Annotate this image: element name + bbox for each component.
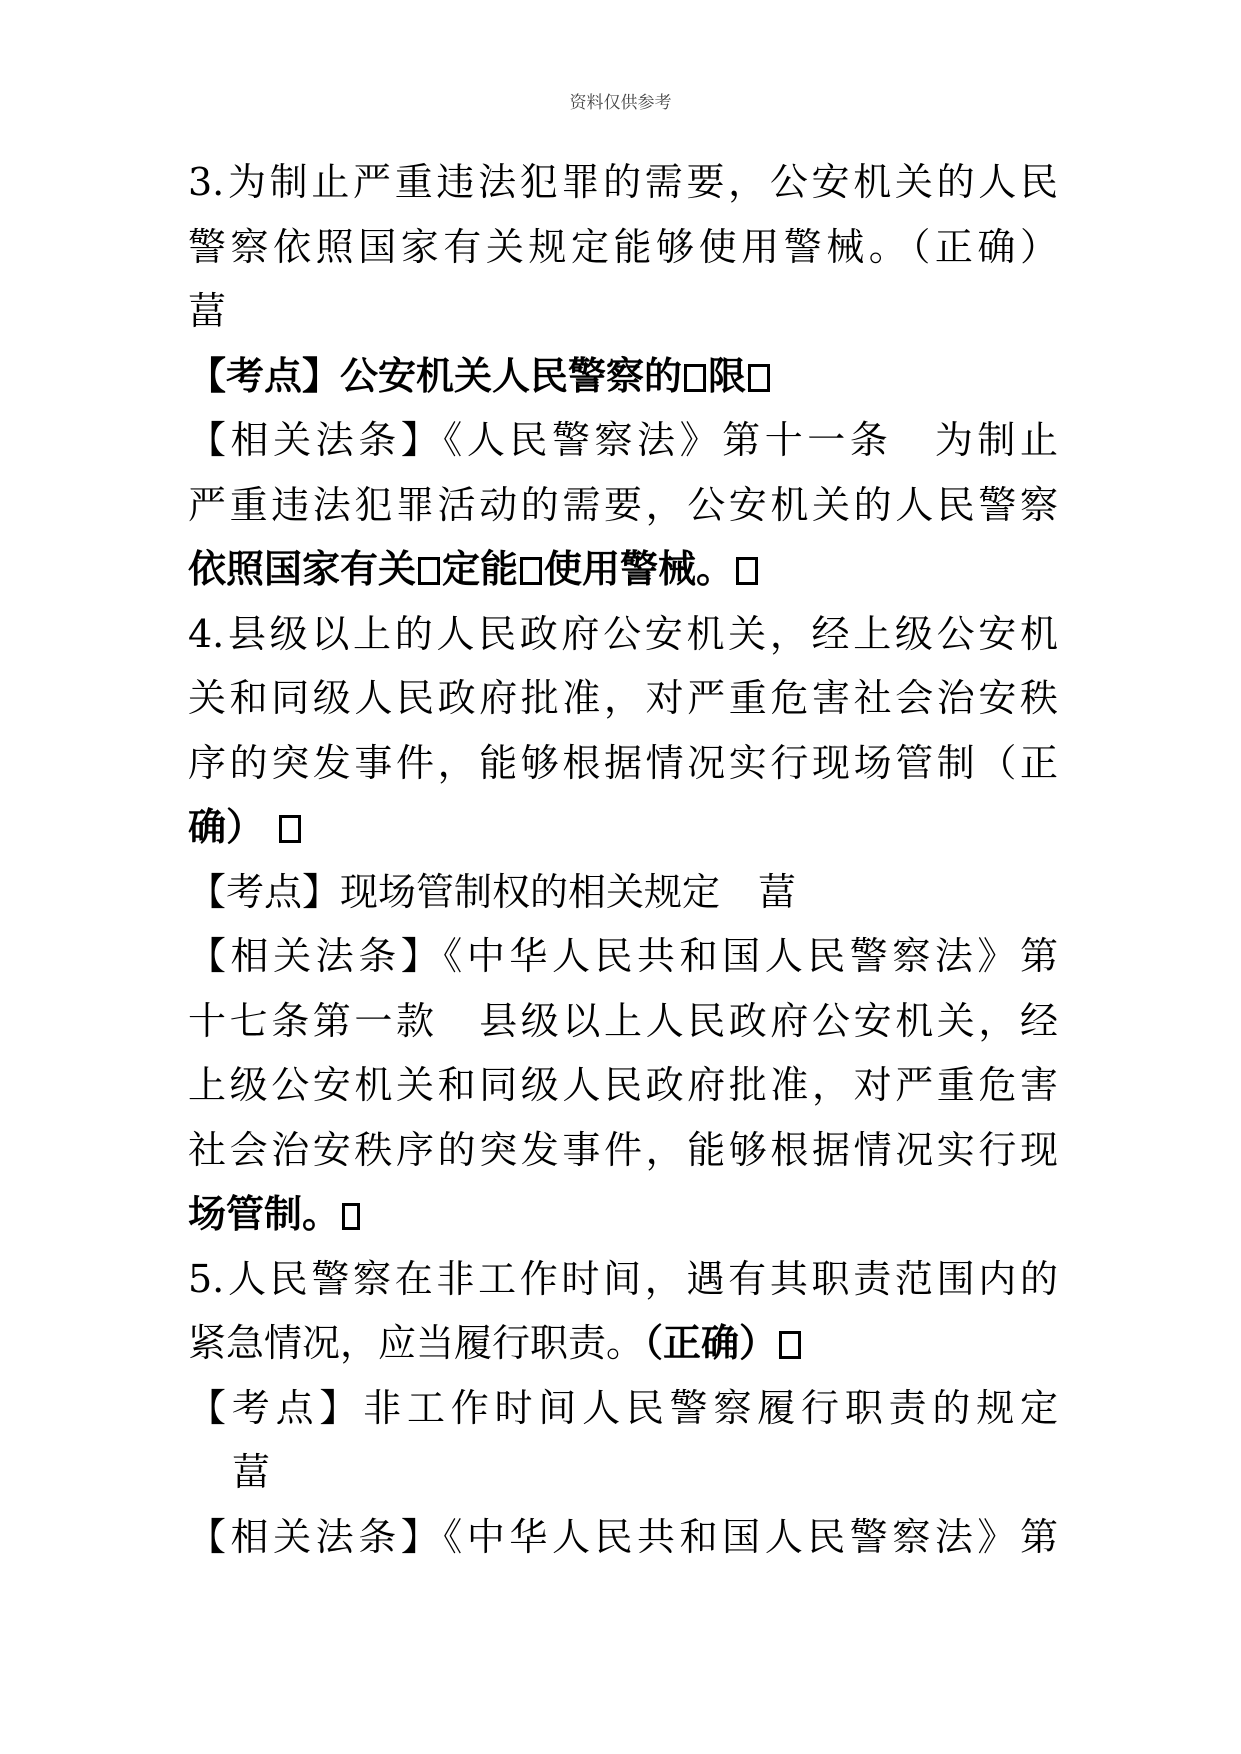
text-segment: 依照国家有关 bbox=[188, 547, 417, 591]
text-line: 【相关法条】《中华人民共和国人民警察法》第 bbox=[188, 1514, 1058, 1559]
missing-glyph-box bbox=[418, 557, 440, 585]
text-line: 序的突发事件，能够根据情况实行现场管制（正 bbox=[188, 740, 1058, 785]
text-line: 社会治安秩序的突发事件，能够根据情况实行现 bbox=[188, 1127, 1058, 1172]
text-line: 葍 bbox=[232, 1450, 271, 1494]
missing-glyph-box bbox=[520, 557, 542, 585]
text-line: 严重违法犯罪活动的需要，公安机关的人民警察 bbox=[188, 482, 1058, 527]
text-line: 警察依照国家有关规定能够使用警械。（正确） bbox=[188, 224, 1058, 269]
text-line bbox=[188, 537, 1058, 602]
text-segment: 使用警械。 bbox=[544, 547, 735, 591]
text-line: 【相关法条】《人民警察法》第十一条 为制止 bbox=[188, 418, 1058, 462]
text-line bbox=[188, 795, 1058, 860]
text-line: 4.县级以上的人民政府公安机关，经上级公安机 bbox=[188, 611, 1058, 656]
missing-glyph-box bbox=[684, 364, 706, 392]
text-line: 5.人民警察在非工作时间，遇有其职责范围内的 bbox=[188, 1256, 1058, 1301]
document-body bbox=[188, 150, 1058, 1569]
text-line: 关和同级人民政府批准，对严重危害社会治安秩 bbox=[188, 676, 1058, 720]
missing-glyph-box bbox=[279, 815, 301, 843]
text-segment: （正确） bbox=[644, 1321, 778, 1365]
text-segment: 确） bbox=[188, 805, 265, 849]
text-line bbox=[188, 1311, 1058, 1376]
text-segment: 限 bbox=[708, 353, 747, 398]
key-point-heading bbox=[188, 344, 1058, 409]
text-line: 上级公安机关和同级人民政府批准，对严重危害 bbox=[188, 1063, 1058, 1107]
text-line: 3.为制止严重违法犯罪的需要，公安机关的人民 bbox=[188, 160, 1058, 204]
key-point-heading: 【考点】现场管制权的相关规定 葍 bbox=[188, 869, 797, 914]
missing-glyph-box bbox=[342, 1203, 360, 1230]
missing-glyph-box bbox=[779, 1331, 801, 1359]
missing-glyph-box bbox=[748, 364, 770, 392]
text-line: 【相关法条】《中华人民共和国人民警察法》第 bbox=[188, 934, 1058, 978]
page-header: 资料仅供参考 bbox=[569, 93, 672, 113]
key-point-heading: 【考点】非工作时间人民警察履行职责的规定 bbox=[188, 1385, 1058, 1430]
text-segment: 紧急情况，应当履行职责。 bbox=[188, 1321, 645, 1365]
text-line: 十七条第一款 县级以上人民政府公安机关，经 bbox=[188, 998, 1058, 1043]
text-segment: 定能 bbox=[442, 547, 519, 591]
text-line bbox=[188, 1182, 1058, 1247]
text-segment: 【考点】公安机关人民警察的 bbox=[188, 353, 683, 398]
missing-glyph-box bbox=[736, 557, 758, 585]
text-line: 葍 bbox=[188, 289, 227, 333]
text-segment: 场管制。 bbox=[188, 1192, 341, 1236]
